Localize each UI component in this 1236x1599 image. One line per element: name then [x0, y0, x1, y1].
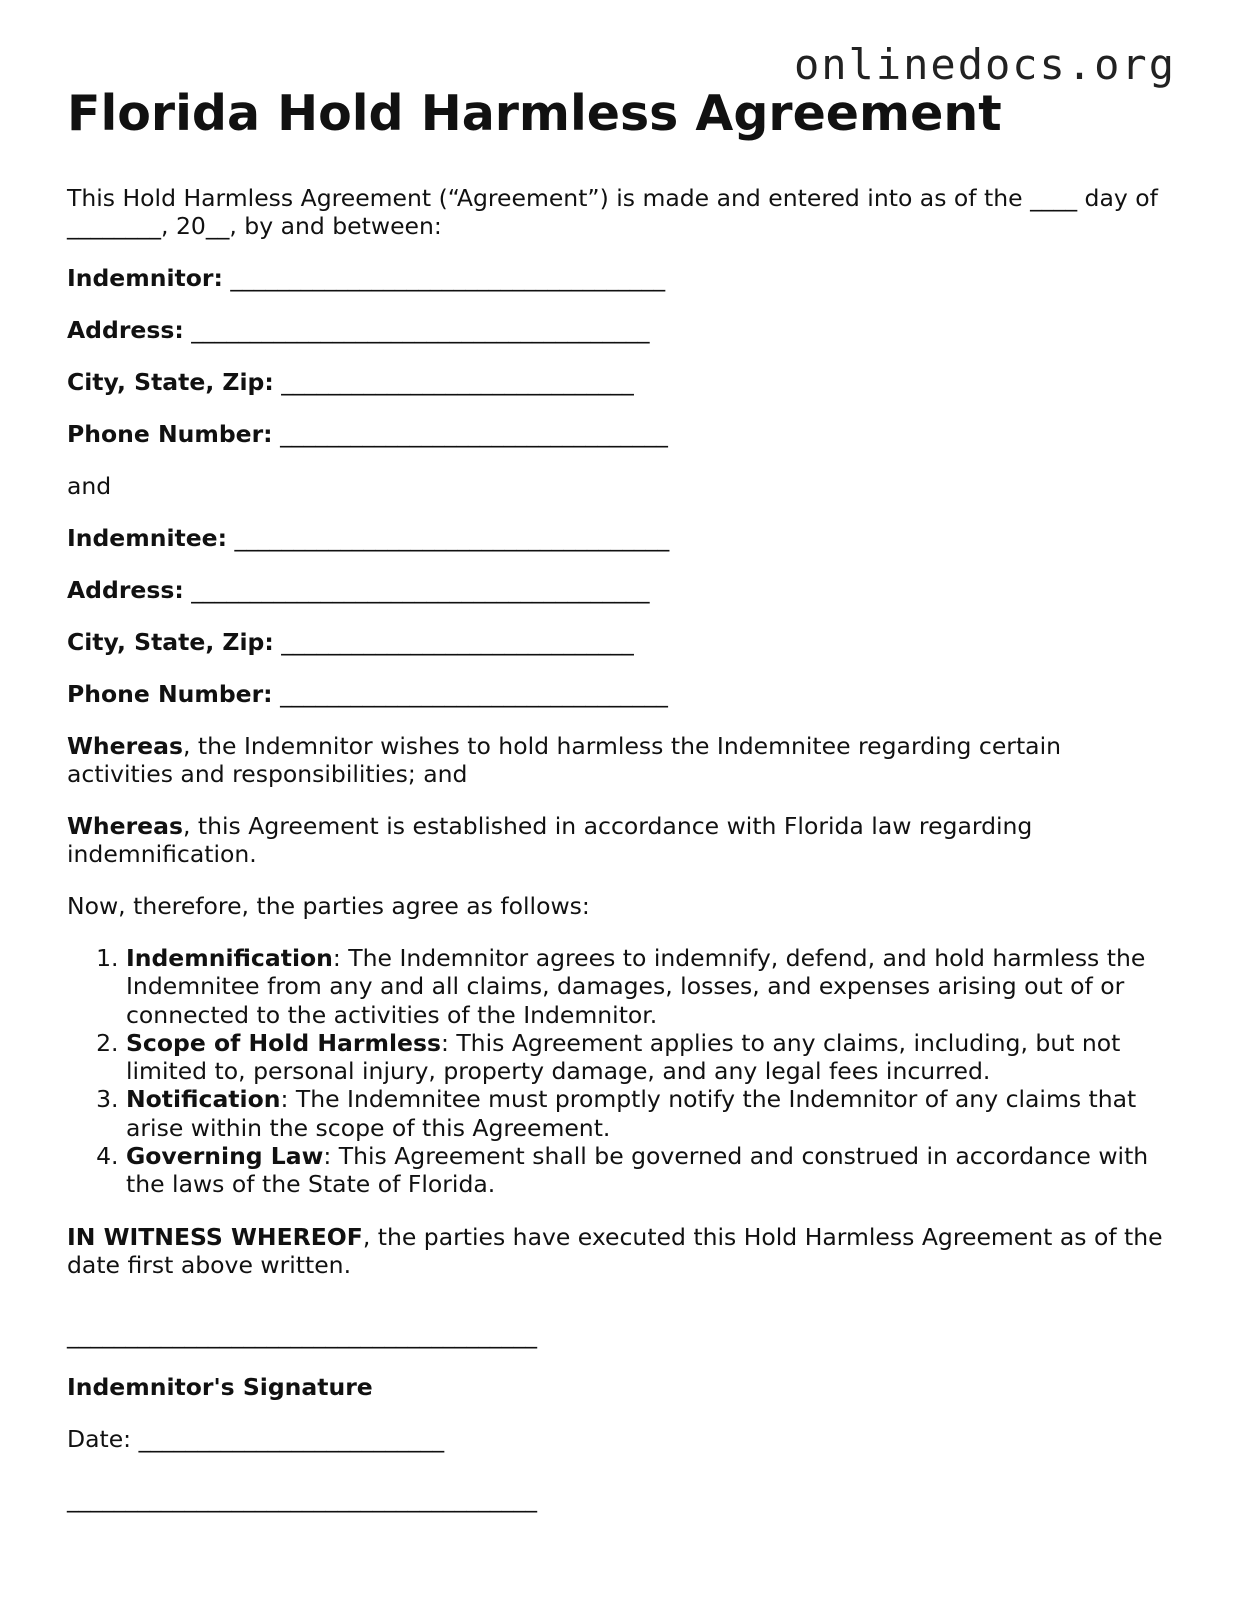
indemnitor-phone-blank[interactable]: _________________________________: [280, 420, 668, 448]
indemnitee-city-field[interactable]: [67, 628, 1167, 656]
witness-text: , the parties have executed this Hold Harmless Agreement as of the date first above written.: [67, 1222, 1163, 1279]
indemnitee-city-label: City, State, Zip:: [67, 628, 274, 656]
indemnitee-address-field[interactable]: [67, 576, 1167, 604]
indemnitee-address-label: Address:: [67, 576, 184, 604]
clause-text: : The Indemnitee must promptly notify the Indemnitor of any claims that arise within the scope of this Agreement.: [126, 1085, 1137, 1142]
indemnitor-address-label: Address:: [67, 316, 184, 344]
clause-item: [126, 1085, 1167, 1142]
clause-text: : The Indemnitor agrees to indemnify, defend, and hold harmless the Indemnitee from any and all claims, damages, losses, and expenses arising out of or connected to the activities of the Indemnitor.: [126, 944, 1146, 1029]
indemnitor-address-field[interactable]: [67, 316, 1167, 344]
whereas-lead-1: Whereas: [67, 732, 183, 760]
indemnitor-phone-field[interactable]: [67, 420, 1167, 448]
indemnitor-name-field[interactable]: [67, 264, 1167, 292]
document-title: Florida Hold Harmless Agreement: [67, 85, 1002, 142]
indemnitor-name-label: Indemnitor:: [67, 264, 223, 292]
indemnitee-phone-blank[interactable]: _________________________________: [280, 680, 668, 708]
clause-item: [126, 1142, 1167, 1199]
clause-text: : This Agreement applies to any claims, including, but not limited to, personal injury, property damage, and any legal fees incurred.: [126, 1028, 1121, 1086]
indemnitee-name-label: Indemnitee:: [67, 524, 228, 552]
indemnitor-signature-line[interactable]: ________________________________________: [67, 1320, 537, 1349]
clause-title: Notification: [126, 1085, 281, 1114]
date-blank[interactable]: __________________________: [138, 1424, 445, 1453]
now-therefore-paragraph: Now, therefore, the parties agree as follows:: [67, 892, 590, 920]
whereas-text-1: , the Indemnitor wishes to hold harmless the Indemnitee regarding certain activities and responsibilities; and: [67, 732, 1061, 788]
whereas-text-2: , this Agreement is established in accordance with Florida law regarding indemnification.: [67, 812, 1033, 868]
indemnitor-city-label: City, State, Zip:: [67, 368, 274, 396]
indemnitee-address-blank[interactable]: _______________________________________: [191, 576, 650, 604]
indemnitee-phone-label: Phone Number:: [67, 680, 273, 708]
indemnitee-phone-field[interactable]: [67, 680, 1167, 708]
indemnitee-name-field[interactable]: [67, 524, 1167, 552]
clause-title: Governing Law: [126, 1142, 324, 1171]
watermark: onlinedocs.org: [793, 40, 1176, 89]
date-label: Date:: [67, 1424, 132, 1453]
indemnitor-address-blank[interactable]: _______________________________________: [191, 316, 650, 344]
indemnitor-city-field[interactable]: [67, 368, 1167, 396]
indemnitor-date-field[interactable]: [67, 1425, 1167, 1453]
indemnitor-name-blank[interactable]: _____________________________________: [230, 264, 666, 292]
clause-item: [126, 1029, 1167, 1086]
whereas-lead-2: Whereas: [67, 812, 183, 840]
indemnitor-city-blank[interactable]: ______________________________: [281, 368, 634, 396]
witness-lead: IN WITNESS WHEREOF: [67, 1222, 363, 1251]
document-page: [67, 84, 1167, 1537]
indemnitee-signature-line[interactable]: ________________________________________: [67, 1484, 537, 1513]
indemnitee-name-blank[interactable]: _____________________________________: [234, 524, 670, 552]
clause-title: Scope of Hold Harmless: [126, 1028, 441, 1057]
clause-text: : This Agreement shall be governed and construed in accordance with the laws of the State of Florida.: [126, 1142, 1149, 1199]
witness-paragraph: [67, 1223, 1167, 1279]
indemnitor-signature-label: Indemnitor's Signature: [67, 1372, 373, 1401]
clause-title: Indemnification: [126, 944, 333, 972]
clause-item: [126, 944, 1167, 1029]
whereas-paragraph-2: [67, 812, 1167, 868]
indemnitee-city-blank[interactable]: ______________________________: [281, 628, 634, 656]
whereas-paragraph-1: [67, 732, 1167, 788]
indemnitor-phone-label: Phone Number:: [67, 420, 273, 448]
clauses-list: [67, 944, 1167, 1199]
and-text: and: [67, 472, 112, 500]
intro-paragraph: This Hold Harmless Agreement (“Agreement”) is made and entered into as of the ____ day of ________, 20__, by and between:: [67, 184, 1158, 240]
